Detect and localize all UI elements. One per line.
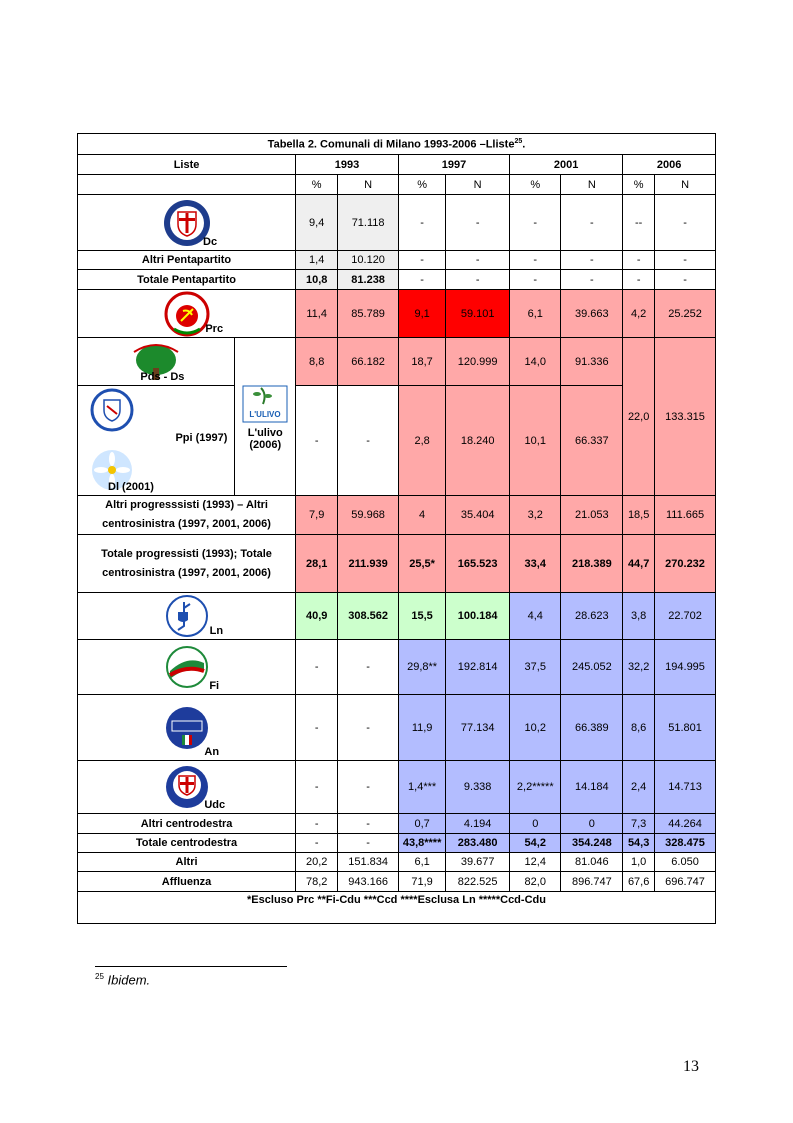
table-row: Altri Pentapartito 1,4 10.120 - - - - - -	[78, 251, 716, 270]
header-year-2006: 2006	[623, 155, 716, 175]
ln-label: Ln	[209, 625, 224, 637]
udc-shield-icon	[164, 764, 210, 810]
ppi-shield-icon	[89, 388, 135, 432]
header-year-1997: 1997	[398, 155, 509, 175]
table-title: Tabella 2. Comunali di Milano 1993-2006 –Lliste$^{25}$.	[78, 134, 716, 155]
table-row: Ln 40,9 308.562 15,5 100.184 4,4 28.623 3,8 22.702	[78, 593, 716, 640]
fi-label: Fi	[209, 680, 220, 692]
table-row: Prc 11,4 85.789 9,1 59.101 6,1 39.663 4,2 25.252	[78, 290, 716, 338]
an-logo-cell	[78, 695, 296, 761]
table-row: Udc - - 1,4*** 9.338 2,2***** 14.184 2,4 14.713	[78, 761, 716, 814]
ppi-logo-cell	[78, 386, 235, 496]
results-table: Tabella 2. Comunali di Milano 1993-2006 –Lliste$^{25}$. Liste 1993 1997 2001 2006 % N % N % N % N Dc 9,4 71.118 - - - - -- - Altri Pentapartito 1,4 10.120 - - - - - - Totale Pentapartito 10,8 81.238 - - - - - - Prc 11,4 85.789 9,1 59.101 6,1 39.663 4,2 25.252 Pds - Ds L'ULIVO L'ulivo (2006) 8,8 66.182 18,7 120.999 14,0 91.336 22,0 133.315 Ppi (1997) Dl (2001) - - 2,8 18.240 10,1 66.337 Altri progresssisti (1993) – Altri centrosinistra (1997, 2001, 2006) 7,9 59.968 4 35.404 3,2 21.053 18,5 111.665 Totale progressisti (1993); Totale centrosinistra (1997, 2001, 2006) 28,1 211.939 25,5* 165.523 33,4 218.389 44,7 270.232 Ln 40,9 308.562 15,5 100.184 4,4 28.623 3,8 22.702 Fi - - 29,8** 192.814 37,5 245.052 32,2 194.995 An - - 11,9 77.134 10,2 66.389 8,6 51.801 Udc - - 1,4*** 9.338 2,2***** 14.184 2,4 14.713 Altri centrodestra - - 0,7 4.194 0 0 7,3 44.264 Totale centrodestra - - 43,8**** 283.480 54,2 354.248 54,3 328.475 Altri 20,2 151.834 6,1 39.677 12,4 81.046 1,0 6.050 Affluenza 78,2 943.166 71,9 822.525 82,0 896.747 67,6 696.747 *Escluso Prc **Fi-Cdu ***Ccd ****Esclusa Ln *****Ccd-Cdu	[77, 133, 716, 924]
prc-label: Prc	[205, 323, 224, 335]
table-row: Affluenza 78,2 943.166 71,9 822.525 82,0 896.747 67,6 696.747	[78, 872, 716, 892]
pds-logo-cell	[78, 338, 235, 386]
table-row: Totale centrodestra - - 43,8**** 283.480 54,2 354.248 54,3 328.475	[78, 834, 716, 853]
table-note: *Escluso Prc **Fi-Cdu ***Ccd ****Esclusa Ln *****Ccd-Cdu	[78, 892, 716, 924]
header-liste: Liste	[78, 155, 296, 175]
dl-label: Dl (2001)	[108, 481, 154, 493]
footnote-separator	[95, 966, 287, 967]
table-row: Ppi (1997) Dl (2001) - - 2,8 18.240 10,1 66.337	[78, 386, 716, 496]
header-year-2001: 2001	[510, 155, 623, 175]
prc-hammer-sickle-icon	[164, 291, 210, 337]
table-row: Fi - - 29,8** 192.814 37,5 245.052 32,2 194.995	[78, 640, 716, 695]
ulivo-logo-text: L'ULIVO	[249, 410, 281, 419]
an-label: An	[204, 746, 220, 758]
udc-label: Udc	[204, 799, 226, 811]
pds-label: Pds - Ds	[140, 371, 185, 383]
ulivo-logo-cell: L'ULIVO L'ulivo (2006)	[235, 338, 296, 496]
header-year-1993: 1993	[296, 155, 399, 175]
fi-logo-cell	[78, 640, 296, 695]
an-flame-icon	[164, 705, 210, 751]
table-row: An - - 11,9 77.134 10,2 66.389 8,6 51.801	[78, 695, 716, 761]
table-row: Totale Pentapartito 10,8 81.238 - - - - - -	[78, 270, 716, 290]
ln-alberto-da-giussano-icon	[164, 594, 210, 638]
table-row: Altri centrodestra - - 0,7 4.194 0 0 7,3 44.264	[78, 814, 716, 834]
page-number: 13	[683, 1058, 699, 1075]
dc-label: Dc	[203, 236, 218, 248]
ln-logo-cell	[78, 593, 296, 640]
ppi-label: Ppi (1997)	[175, 432, 228, 444]
dc-logo-cell	[78, 195, 296, 251]
table-row: Dc 9,4 71.118 - - - - -- -	[78, 195, 716, 251]
udc-logo-cell	[78, 761, 296, 814]
fi-flag-icon	[164, 645, 210, 689]
prc-logo-cell	[78, 290, 296, 338]
table-row: Pds - Ds L'ULIVO L'ulivo (2006) 8,8 66.182 18,7 120.999 14,0 91.336 22,0 133.315	[78, 338, 716, 386]
table-row: Totale progressisti (1993); Totale centrosinistra (1997, 2001, 2006) 28,1 211.939 25,5* 165.523 33,4 218.389 44,7 270.232	[78, 535, 716, 593]
table-row: Altri progresssisti (1993) – Altri centrosinistra (1997, 2001, 2006) 7,9 59.968 4 35.404 3,2 21.053 18,5 111.665	[78, 496, 716, 535]
footnote: $^{25}$ Ibidem.	[95, 972, 151, 988]
ulivo-olive-branch-icon	[241, 382, 289, 424]
table-row: Altri 20,2 151.834 6,1 39.677 12,4 81.046 1,0 6.050	[78, 853, 716, 872]
